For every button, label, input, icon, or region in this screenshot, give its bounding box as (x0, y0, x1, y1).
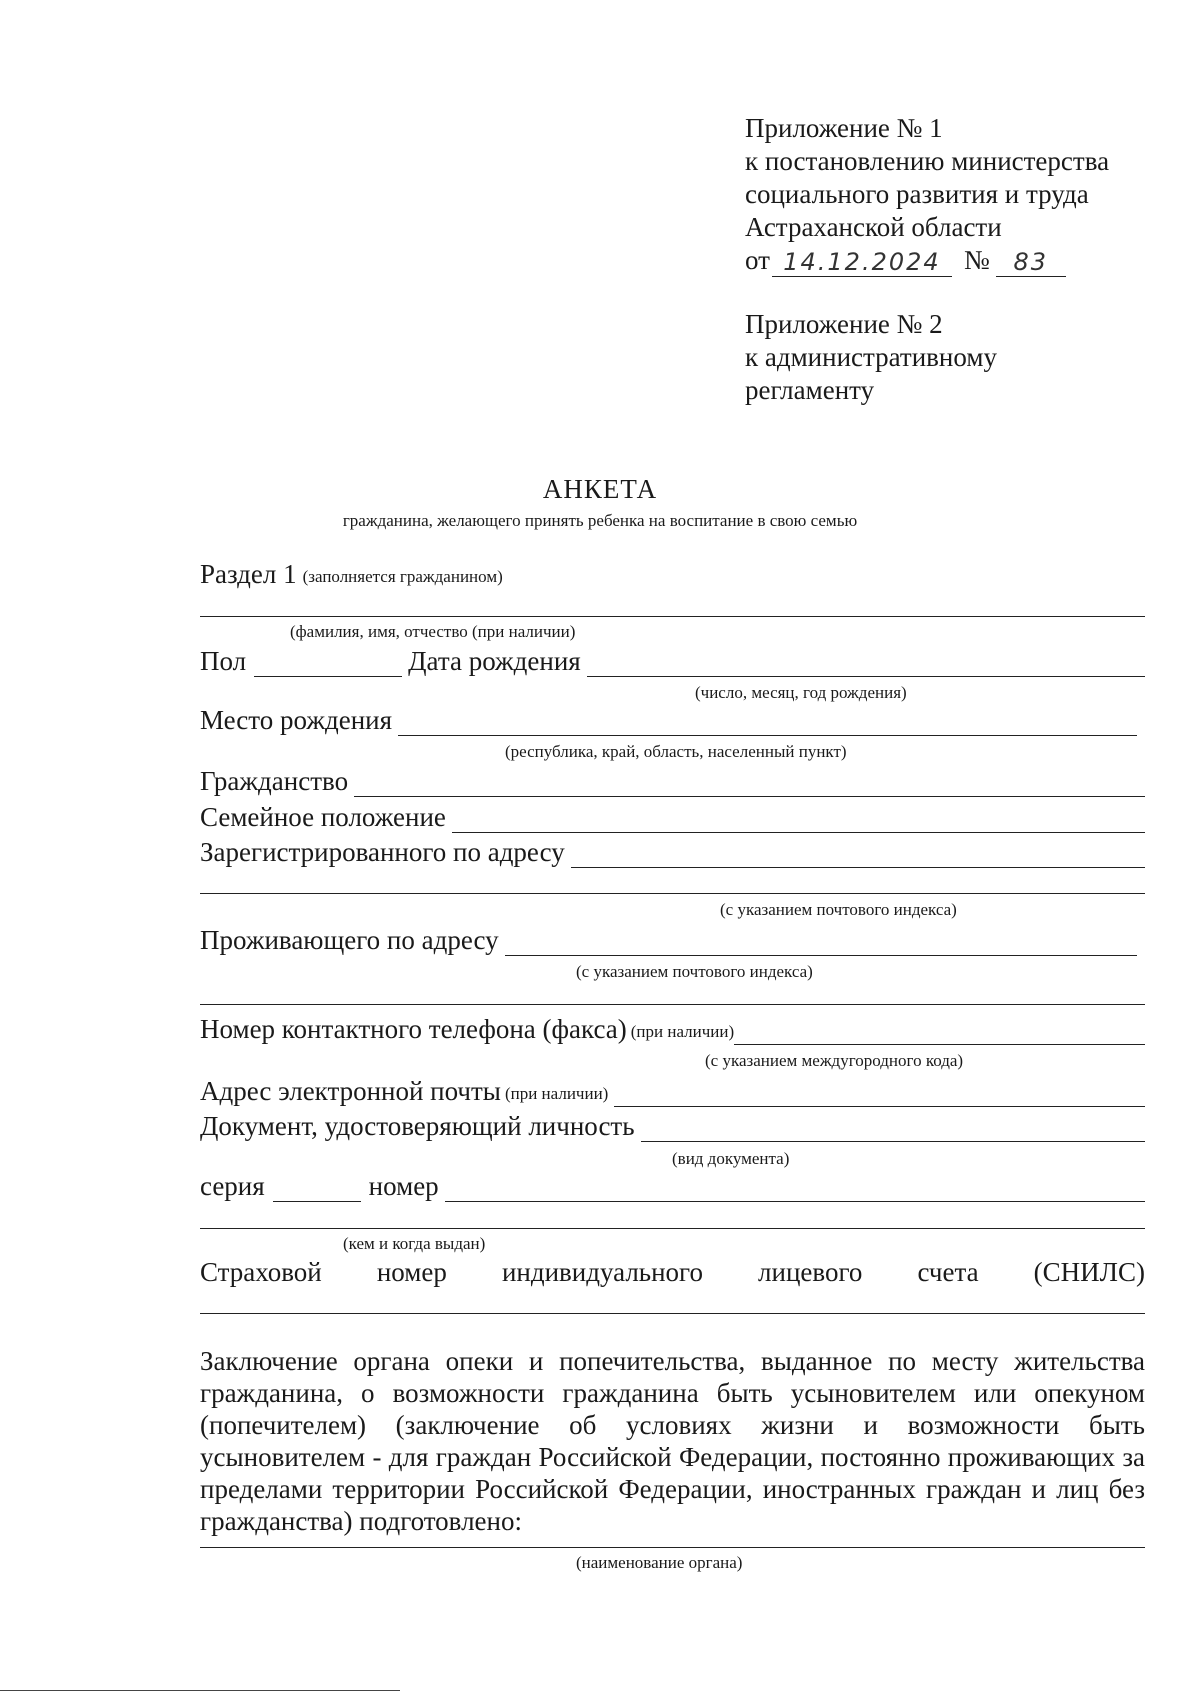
email-note: (при наличии) (504, 1084, 609, 1103)
registered-label: Зарегистрированного по адресу (200, 837, 565, 867)
section-heading (200, 558, 1145, 590)
snils-field[interactable] (200, 1313, 1145, 1314)
bottom-divider (0, 1690, 400, 1691)
registered-hint: (с указанием почтового индекса) (720, 900, 957, 919)
authority-hint: (наименование органа) (576, 1553, 743, 1572)
living-row (200, 924, 1137, 956)
birth-date-hint: (число, месяц, год рождения) (695, 683, 907, 702)
snils-row (200, 1256, 1145, 1288)
id-doc-hint: (вид документа) (672, 1149, 790, 1168)
living-field-2[interactable] (200, 1004, 1145, 1005)
appendix-1-title: Приложение № 1 (745, 113, 943, 143)
fio-hint: (фамилия, имя, отчество (при наличии) (290, 622, 576, 641)
series-field[interactable] (273, 1175, 361, 1202)
issued-by-field[interactable] (200, 1228, 1145, 1229)
number-field[interactable] (445, 1175, 1145, 1202)
appendix-2-title: Приложение № 2 (745, 309, 943, 339)
phone-row (200, 1013, 1145, 1045)
id-doc-field[interactable] (641, 1115, 1145, 1142)
fio-field[interactable] (200, 616, 1145, 617)
phone-hint: (с указанием междугородного кода) (705, 1051, 964, 1070)
registered-field[interactable] (571, 841, 1145, 868)
authority-field[interactable] (200, 1547, 1145, 1548)
appendix-2-line2: к административному (745, 342, 997, 372)
phone-label: Номер контактного телефона (факса) (200, 1014, 627, 1044)
section-note: (заполняется гражданином) (302, 567, 503, 586)
snils-word-4: лицевого (758, 1257, 863, 1287)
birth-place-hint: (республика, край, область, населенный пункт) (505, 742, 847, 761)
marital-row (200, 801, 1145, 833)
number-label: № (963, 245, 990, 275)
appendix-1-block (745, 112, 1109, 277)
snils-word-5: счета (917, 1257, 979, 1287)
snils-word-2: номер (376, 1257, 447, 1287)
living-label: Проживающего по адресу (200, 925, 499, 955)
id-doc-row (200, 1110, 1145, 1142)
registered-row (200, 836, 1145, 868)
section-label: Раздел 1 (200, 559, 297, 589)
appendix-1-line4: Астраханской области (745, 212, 1002, 242)
living-hint: (с указанием почтового индекса) (576, 962, 813, 981)
email-field[interactable] (614, 1080, 1145, 1107)
appendix-1-line3: социального развития и труда (745, 179, 1089, 209)
sex-label: Пол (200, 646, 247, 676)
marital-field[interactable] (452, 806, 1145, 833)
handwritten-date: 14.12.2024 (772, 248, 952, 277)
appendix-2-line3: регламенту (745, 375, 875, 405)
from-label: от (745, 245, 770, 275)
number-field-label: номер (368, 1171, 439, 1201)
decree-date-number (745, 244, 1109, 277)
handwritten-number: 83 (996, 248, 1066, 277)
sex-birthdate-row (200, 645, 1145, 677)
phone-note: (при наличии) (630, 1022, 735, 1041)
birth-place-row (200, 704, 1137, 736)
marital-label: Семейное положение (200, 802, 446, 832)
birth-place-field[interactable] (398, 709, 1137, 736)
phone-field[interactable] (734, 1018, 1145, 1045)
birth-place-label: Место рождения (200, 705, 393, 735)
form-subtitle: гражданина, желающего принять ребенка на воспитание в свою семью (342, 511, 858, 530)
citizenship-row (200, 765, 1145, 797)
citizenship-field[interactable] (354, 770, 1145, 797)
registered-field-2[interactable] (200, 893, 1145, 894)
series-number-row (200, 1170, 1145, 1202)
appendix-2-block (745, 308, 997, 407)
conclusion-paragraph: Заключение органа опеки и попечительства, выданное по месту жительства гражданина, о возможности гражданина быть усыновителем или опекуном (попечителем) (заключение об условиях жизни и возможности быть усыновителем - для граждан Российской Федерации, постоянно проживающих за пределами территории Российской Федерации, иностранных граждан и лиц без гражданства) подготовлено: (200, 1346, 1145, 1536)
living-field[interactable] (505, 929, 1137, 956)
birth-date-field[interactable] (587, 650, 1145, 677)
citizenship-label: Гражданство (200, 766, 349, 796)
snils-word-6: (СНИЛС) (1033, 1257, 1145, 1287)
email-row (200, 1075, 1145, 1107)
snils-word-1: Страховой (200, 1257, 322, 1287)
snils-word-3: индивидуального (501, 1257, 703, 1287)
birth-date-label: Дата рождения (408, 646, 581, 676)
email-label: Адрес электронной почты (200, 1076, 501, 1106)
form-title: АНКЕТА (542, 474, 658, 504)
appendix-1-line2: к постановлению министерства (745, 146, 1110, 176)
id-doc-label: Документ, удостоверяющий личность (200, 1111, 635, 1141)
sex-field[interactable] (254, 650, 402, 677)
issued-by-hint: (кем и когда выдан) (343, 1234, 486, 1253)
series-label: серия (200, 1171, 265, 1201)
